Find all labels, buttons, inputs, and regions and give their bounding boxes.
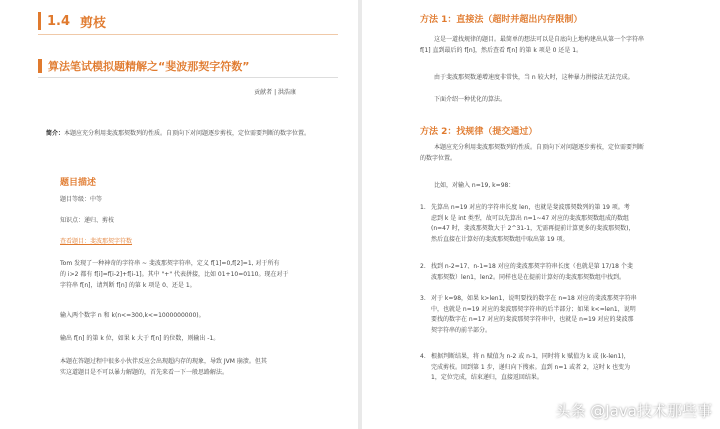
description-paragraph: [60, 258, 350, 291]
intro-text: 本题应充分利用斐波那契数列的性质。自顶向下对问题逐步剪枝，定位需要判断的数字位置。: [64, 130, 311, 137]
step-line: 契字符串的前半部分。: [431, 326, 492, 334]
watermark: 头条 @Java技术那些事: [555, 402, 712, 420]
title-divider: [38, 77, 338, 78]
note-line: 本题在答题过程中很多小伙伴反应会出现超内存的现象，导致 JVM 崩溃。但其: [60, 358, 267, 365]
intro-paragraph: [46, 128, 342, 139]
chapter-header: [38, 10, 106, 32]
problem-link[interactable]: 查看题目：斐波那契字符数: [60, 238, 133, 245]
section-title-problem: 题目描述: [60, 178, 97, 188]
method1-paragraph: [420, 34, 710, 56]
example-text: 比如，对输入 n=19, k=98：: [434, 182, 515, 189]
step-item: [420, 352, 705, 384]
step-number: 4.: [420, 353, 426, 360]
method1-title: 方法 1：直接法（超时并超出内存限制）: [420, 15, 583, 25]
method1-line: 下面介绍一种优化的算法。: [434, 96, 507, 103]
step-item: [420, 294, 705, 336]
method2-title: 方法 2：找规律（提交通过）: [420, 127, 538, 137]
step-line: 完成剪枝。回到第 1 步，递归向下搜索。直到 n=1 或者 2，这时 k 也变为: [431, 363, 631, 371]
left-page: [0, 0, 358, 429]
description-line: 字符串 f[n]，请判断 f[n] 的第 k 项是 0、还是 1。: [60, 282, 196, 289]
method1-line: 这是一道找规律的题目。最简单的想法可以是自底向上地构建出从第一个字符串: [434, 36, 645, 43]
method1-line: f[1] 直到最后的 f[n]，然后查看 f[n] 的第 k 项是 0 还是 1。: [420, 47, 583, 54]
step-line: 根据判断结果，将 n 赋值为 n-2 或 n-1，同时将 k 赋值为 k 或 (k-len1)，: [431, 353, 630, 360]
method2-line: 本题应充分利用斐波那契数列的性质。自顶向下对问题逐步剪枝，定位需要判断: [434, 144, 645, 151]
chapter-number: 1.4: [47, 13, 71, 29]
method1-line: 由于斐波那契数递增速度非常快，当 n 较大时，这种暴力拼接法无法完成。: [434, 74, 634, 81]
step-line: 找到 n-2=17、n-1=18 对应的斐波那契字符串长度（也就是第 17/18 个斐: [431, 263, 633, 270]
difficulty-text: 题目等级：中等: [60, 196, 103, 203]
step-line: 先算出 n=19 对应的字符串长度 len，也就是斐波那契数列的第 19 项。考: [431, 204, 630, 211]
step-item: [420, 203, 705, 245]
description-line: Tom 发现了一种神奇的字符串 ~ 斐波那契字符串，定义 f[1]=0,f[2]=1, 对于所有: [60, 260, 280, 267]
step-line: 虑到 k 是 int 类型，故可以先算出 n=1~47 对应的斐波那契数组成的数组: [431, 214, 630, 222]
input-spec: 输入两个数字 n 和 k(n<=300,k<=1000000000)。: [60, 312, 205, 319]
chapter-title: 剪枝: [80, 15, 107, 31]
step-line: 波那契数）len1，len2。同样也是在提前计算好的斐波那契数组中找到。: [431, 273, 625, 281]
step-line: 然后直接在计算好的斐波那契数组中取出第 19 项。: [431, 235, 569, 243]
intro-label: 简介：: [46, 130, 65, 137]
step-number: 2.: [420, 263, 426, 270]
output-spec: 输出 f[n] 的第 k 位，如果 k 大于 f[n] 的位数，则输出 -1。: [60, 335, 220, 342]
article-title-text: 算法笔试模拟题精解之“斐波那契字符数”: [48, 60, 250, 73]
step-line: 对于 k=98，如果 k>len1，说明要找的数字在 n=18 对应的斐波那契字符串: [431, 295, 637, 302]
chapter-accent-bar: [38, 12, 41, 30]
step-number: 3.: [420, 295, 426, 302]
step-line: 1，定位完成，结束递归，直接返回结果。: [431, 374, 543, 381]
article-title: [38, 58, 249, 74]
step-line: 中，也就是 n=19 对应的斐波那契字符串的后半部分；如果 k<=len1，说明: [431, 305, 636, 313]
knowledge-text: 知识点：递归、剪枝: [60, 217, 115, 224]
article-accent-bar: [38, 59, 42, 73]
note-line: 实这道题目是不可以暴力解题的，首先来看一下一般思路解法。: [60, 369, 229, 376]
step-number: 1.: [420, 204, 426, 211]
right-page: [362, 0, 720, 429]
chapter-divider: [38, 34, 338, 35]
note-paragraph: [60, 356, 350, 378]
method2-paragraph: [420, 142, 710, 164]
step-line: (n=47 时，斐波那契数大于 2^31-1，无需再提前计算更多的斐波那契数)，: [431, 225, 635, 232]
step-item: [420, 262, 705, 283]
description-line: 的 i>2 都有 f[i]=f[i-2]+f[i-1]。其中 "+" 代表拼接，比如 01+10=0110。现在对于: [60, 271, 289, 278]
method2-line: 的数字位置。: [420, 155, 457, 162]
step-line: 要找的数字在 n=17 对应的斐波那契字符串中，也就是 n=19 对应的斐波那: [431, 316, 634, 323]
author-line: 贡献者 | 洪浩康: [254, 89, 296, 96]
